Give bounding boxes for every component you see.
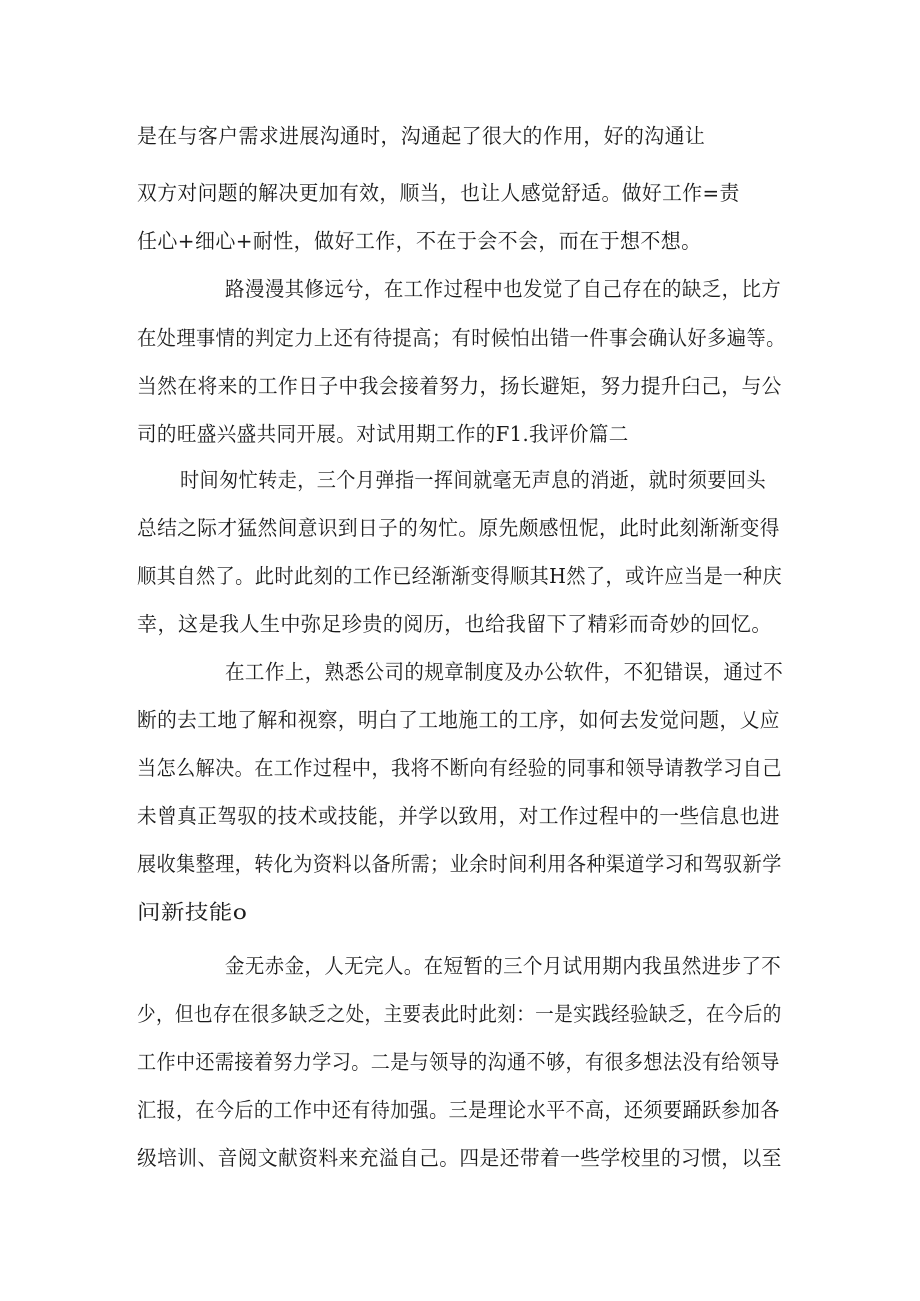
text-line-7: 司的旺盛兴盛共同开展。对试用期工作的F1.我评价篇二 <box>137 422 629 446</box>
text-line-5: 在处理事情的判定力上还有待提高；有时候怕出错一件事会确认好多遍等。 <box>137 326 786 350</box>
text-line-2: 双方对问题的解决更加有效，顺当，也让人感觉舒适。做好工作=责 <box>137 181 740 205</box>
text-line-19: 少，但也存在很多缺乏之处，主要表此时此刻：一是实践经验缺乏，在今后的 <box>137 1002 782 1026</box>
text-line-18: 金无赤金，人无完人。在短暂的三个月试用期内我虽然进步了不 <box>225 954 782 978</box>
text-line-3: 任心+细心+耐性，做好工作，不在于会不会，而在于想不想。 <box>137 229 702 253</box>
text-line-11: 幸，这是我人生中弥足珍贵的阅历，也给我留下了精彩而奇妙的回忆。 <box>137 612 772 636</box>
text-line-22: 级培训、音阅文献资料来充溢自己。四是还带着一些学校里的习惯，以至 <box>137 1146 782 1170</box>
text-line-12: 在工作上，熟悉公司的规章制度及办公软件，不犯错误，通过不 <box>225 660 784 684</box>
text-line-9: 总结之际才猛然间意识到日子的匆忙。原先颇感忸怩，此时此刻渐渐变得 <box>137 516 780 540</box>
text-line-4: 路漫漫其修远兮，在工作过程中也发觉了自己存在的缺乏，比方 <box>225 277 782 301</box>
text-line-13: 断的去工地了解和视察，明白了工地施工的工序，如何去发觉问题，乂应 <box>137 708 780 732</box>
text-line-17: 问新技能o <box>137 900 248 924</box>
text-line-14: 当怎么解决。在工作过程中，我将不断向有经验的同事和领导请教学习自己 <box>137 756 782 780</box>
text-line-20: 工作中还需接着努力学习。二是与领导的沟通不够，有很多想法没有给领导 <box>137 1050 780 1074</box>
text-line-8: 时间匆忙转走，三个月弹指一挥间就毫无声息的消逝，就时须要回头 <box>180 468 766 492</box>
text-line-15: 未曾真正驾驭的技术或技能，并学以致用，对工作过程中的一些信息也进 <box>137 804 780 828</box>
text-line-21: 汇报，在今后的工作中还有待加强。三是理论水平不高，还须要踊跃参加各 <box>137 1098 780 1122</box>
text-line-1: 是在与客户需求进展沟通时，沟通起了很大的作用，好的沟通让 <box>137 124 706 148</box>
text-line-10: 顺其自然了。此时此刻的工作已经渐渐变得顺其H然了，或许应当是一种庆 <box>137 564 783 588</box>
text-line-16: 展收集整理，转化为资料以备所需；业余时间利用各种渠道学习和驾驭新学 <box>137 852 782 876</box>
text-line-6: 当然在将来的工作日子中我会接着努力，扬长避矩，努力提升臼己，与公 <box>137 374 782 398</box>
